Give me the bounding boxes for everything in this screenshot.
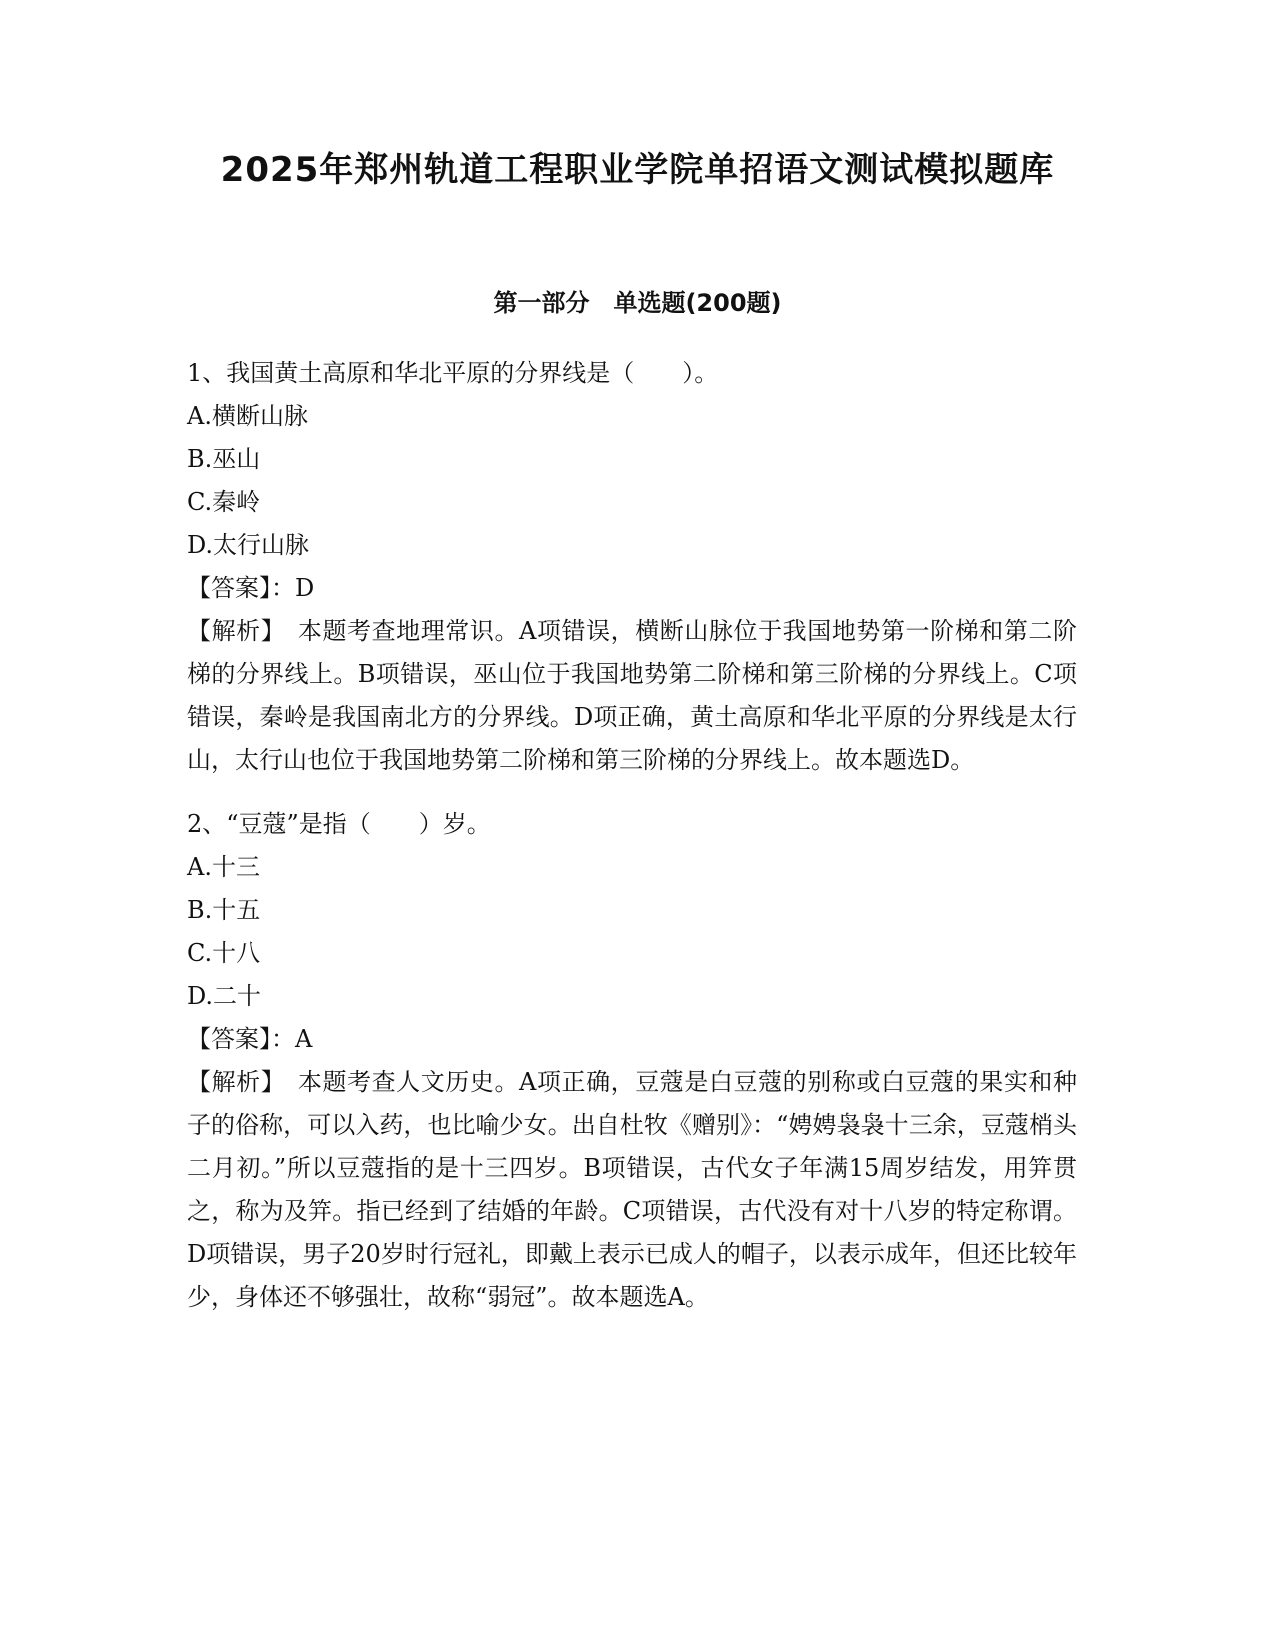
option-b: B.巫山: [187, 445, 261, 473]
question-2: [187, 803, 1077, 1319]
answer-line: 【答案】：D: [187, 574, 315, 602]
question-stem: 1、我国黄土高原和华北平原的分界线是（ ）。: [187, 359, 719, 387]
option-c: C.秦岭: [187, 488, 261, 516]
question-list: [187, 352, 1077, 1340]
option-a: A.十三: [187, 853, 260, 881]
document-title: 2025年郑州轨道工程职业学院单招语文测试模拟题库: [220, 150, 1055, 190]
analysis-paragraph: 【解析】 本题考查地理常识。A项错误，横断山脉位于我国地势第一阶梯和第二阶梯的分界线上。B项错误，巫山位于我国地势第二阶梯和第三阶梯的分界线上。C项错误，秦岭是我国南北方的分界线。D项正确，黄土高原和华北平原的分界线是太行山，太行山也位于我国地势第二阶梯和第三阶梯的分界线上。故本题选D。: [187, 617, 1077, 774]
question-stem: 2、“豆蔻”是指（ ）岁。: [187, 810, 491, 838]
option-d: D.二十: [187, 982, 262, 1010]
analysis-paragraph: 【解析】 本题考查人文历史。A项正确，豆蔻是白豆蔻的别称或白豆蔻的果实和种子的俗称，可以入药，也比喻少女。出自杜牧《赠别》：“娉娉袅袅十三余，豆蔻梢头二月初。”所以豆蔻指的是十三四岁。B项错误，古代女子年满15周岁结发，用笄贯之，称为及笄。指已经到了结婚的年龄。C项错误，古代没有对十八岁的特定称谓。D项错误，男子20岁时行冠礼，即戴上表示已成人的帽子，以表示成年，但还比较年少，身体还不够强壮，故称“弱冠”。故本题选A。: [187, 1068, 1077, 1311]
option-c: C.十八: [187, 939, 261, 967]
section-title: 第一部分 单选题(200题): [493, 289, 782, 317]
answer-line: 【答案】：A: [187, 1025, 313, 1053]
option-b: B.十五: [187, 896, 261, 924]
option-d: D.太行山脉: [187, 531, 310, 559]
question-1: [187, 352, 1077, 782]
option-a: A.横断山脉: [187, 402, 308, 430]
